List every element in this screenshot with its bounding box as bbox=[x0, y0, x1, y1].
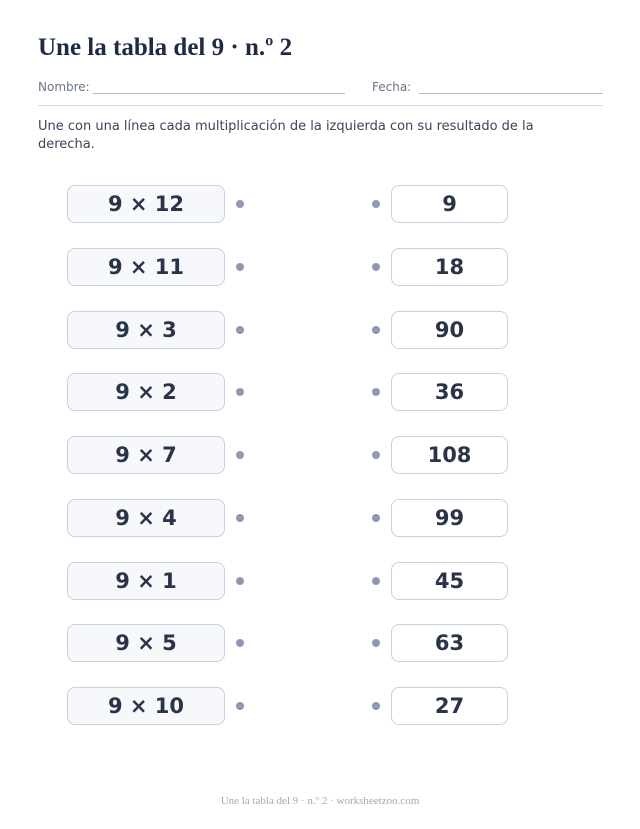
left-connector-dot[interactable] bbox=[236, 514, 244, 522]
right-connector-dot[interactable] bbox=[372, 577, 380, 585]
instructions: Une con una línea cada multiplicación de la izquierda con su resultado de la derecha. bbox=[38, 119, 534, 152]
left-item: 9 × 11 bbox=[67, 248, 225, 286]
header-divider bbox=[38, 105, 603, 106]
left-connector-dot[interactable] bbox=[236, 577, 244, 585]
right-item: 27 bbox=[391, 687, 508, 725]
left-connector-dot[interactable] bbox=[236, 451, 244, 459]
date-label: Fecha: bbox=[372, 80, 412, 94]
right-item: 18 bbox=[391, 248, 508, 286]
date-line bbox=[419, 93, 603, 94]
left-connector-dot[interactable] bbox=[236, 326, 244, 334]
right-connector-dot[interactable] bbox=[372, 388, 380, 396]
left-connector-dot[interactable] bbox=[236, 200, 244, 208]
right-item: 9 bbox=[391, 185, 508, 223]
right-connector-dot[interactable] bbox=[372, 514, 380, 522]
left-item: 9 × 10 bbox=[67, 687, 225, 725]
left-item: 9 × 12 bbox=[67, 185, 225, 223]
left-item: 9 × 4 bbox=[67, 499, 225, 537]
left-item: 9 × 7 bbox=[67, 436, 225, 474]
left-connector-dot[interactable] bbox=[236, 263, 244, 271]
right-connector-dot[interactable] bbox=[372, 263, 380, 271]
footer: Une la tabla del 9 · n.º 2 · worksheetzoo.com bbox=[220, 795, 420, 807]
right-item: 99 bbox=[391, 499, 508, 537]
left-item: 9 × 5 bbox=[67, 624, 225, 662]
right-item: 36 bbox=[391, 373, 508, 411]
name-line bbox=[93, 93, 345, 94]
right-connector-dot[interactable] bbox=[372, 639, 380, 647]
right-connector-dot[interactable] bbox=[372, 702, 380, 710]
left-item: 9 × 3 bbox=[67, 311, 225, 349]
left-connector-dot[interactable] bbox=[236, 702, 244, 710]
left-connector-dot[interactable] bbox=[236, 639, 244, 647]
name-label: Nombre: bbox=[38, 80, 90, 94]
right-item: 90 bbox=[391, 311, 508, 349]
meta-row bbox=[38, 80, 603, 98]
right-item: 108 bbox=[391, 436, 508, 474]
right-item: 45 bbox=[391, 562, 508, 600]
left-item: 9 × 2 bbox=[67, 373, 225, 411]
right-connector-dot[interactable] bbox=[372, 200, 380, 208]
right-connector-dot[interactable] bbox=[372, 451, 380, 459]
left-item: 9 × 1 bbox=[67, 562, 225, 600]
worksheet-title: Une la tabla del 9 · n.º 2 bbox=[38, 34, 293, 61]
left-connector-dot[interactable] bbox=[236, 388, 244, 396]
right-connector-dot[interactable] bbox=[372, 326, 380, 334]
right-item: 63 bbox=[391, 624, 508, 662]
